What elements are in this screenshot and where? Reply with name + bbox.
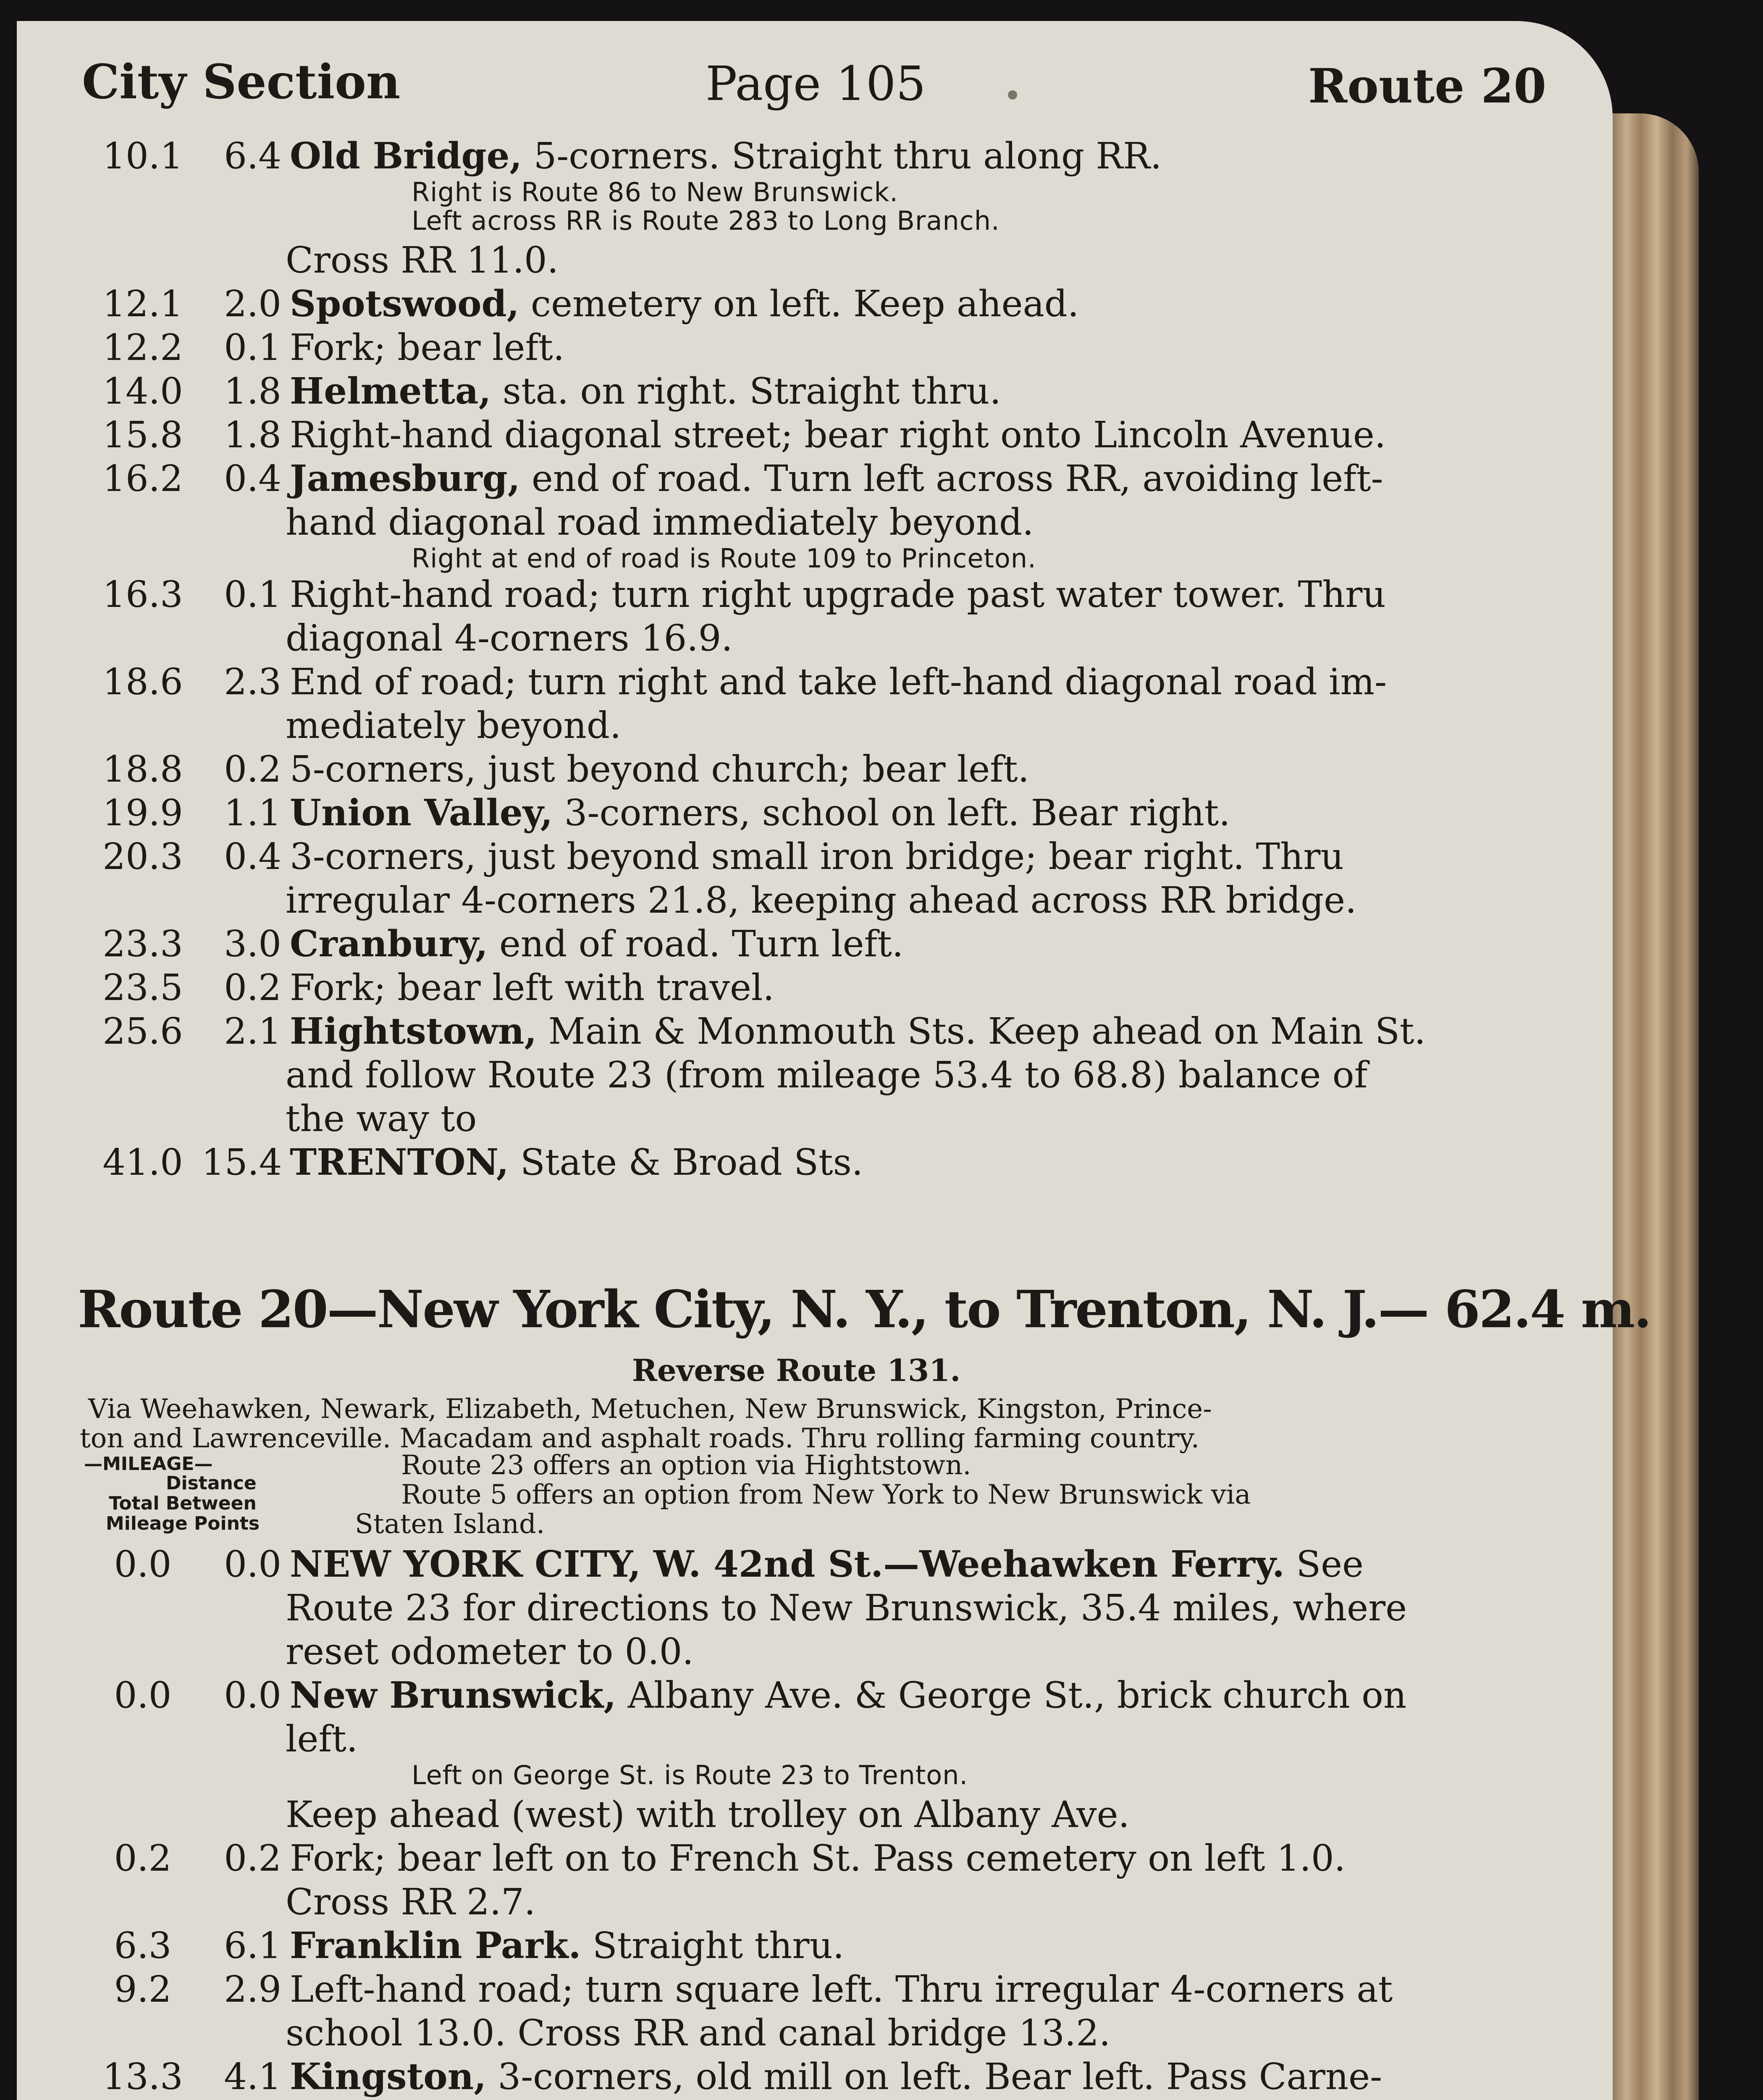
total-mileage: 19.9 [102,792,183,834]
entry-continuation: the way to [286,1098,477,1140]
entry-direction [290,836,1617,878]
direction-text: 5-corners, just beyond church; bear left. [290,748,1029,790]
header-center: Page 105 [706,57,926,111]
place-name: Helmetta, [290,370,491,412]
entry-direction [290,1142,1617,1184]
between-points-mileage: 4.1 [224,2056,281,2098]
entry-continuation: reset odometer to 0.0. [286,1631,694,1673]
side-route-note: Right is Route 86 to New Brunswick. [412,177,898,207]
entry-direction [290,1969,1617,2011]
place-name: Kingston, [290,2055,487,2098]
entry-continuation: irregular 4-corners 21.8, keeping ahead across RR bridge. [286,879,1357,921]
direction-text: Fork; bear left with travel. [290,967,774,1009]
mileage-total-between-label: Total Between [109,1493,257,1514]
total-mileage: 18.8 [102,748,183,790]
total-mileage: 0.2 [114,1838,172,1880]
direction-text: 3-corners, old mill on left. Bear left. Pass Carne- [486,2056,1383,2098]
direction-text: See [1284,1544,1364,1586]
between-points-mileage: 0.0 [224,1675,281,1717]
total-mileage: 18.6 [102,661,183,703]
entry-direction [290,748,1617,790]
option-line1: Route 23 offers an option via Hightstown. [401,1450,971,1481]
direction-text: end of road. Turn left. [488,923,904,965]
direction-text: State & Broad Sts. [509,1142,863,1184]
place-name: Jamesburg, [290,457,520,500]
between-points-mileage: 2.3 [224,661,281,703]
total-mileage: 20.3 [102,836,183,878]
total-mileage: 9.2 [114,1969,172,2011]
option-line3: Staten Island. [355,1509,545,1540]
total-mileage: 23.3 [102,923,183,965]
entry-direction [290,1925,1617,1967]
entry-direction [290,458,1617,500]
between-points-mileage: 15.4 [202,1142,282,1184]
between-points-mileage: 0.4 [224,836,281,878]
place-name: NEW YORK CITY, W. 42nd St.—Weehawken Ferry. [290,1543,1285,1586]
between-points-mileage: 0.0 [224,1544,281,1586]
between-points-mileage: 2.1 [224,1011,281,1053]
total-mileage: 10.1 [102,135,183,177]
place-name: Franklin Park. [290,1924,581,1967]
entry-continuation: school 13.0. Cross RR and canal bridge 13.2. [286,2012,1111,2054]
side-route-note: Right at end of road is Route 109 to Princeton. [412,543,1036,574]
direction-text: Right-hand road; turn right upgrade past water tower. Thru [290,574,1386,616]
total-mileage: 15.8 [102,414,183,456]
entry-followup: Keep ahead (west) with trolley on Albany Ave. [286,1794,1130,1836]
direction-text: Straight thru. [581,1925,845,1967]
entry-direction [290,2056,1617,2098]
total-mileage: 16.2 [102,458,183,500]
route20-title: Route 20—New York City, N. Y., to Trenton, N. J.— 62.4 m. [78,1279,1650,1339]
between-points-mileage: 2.0 [224,283,281,325]
total-mileage: 25.6 [102,1011,183,1053]
entry-direction [290,370,1617,412]
direction-text: cemetery on left. Keep ahead. [519,283,1079,325]
entry-continuation: diagonal 4-corners 16.9. [286,617,733,659]
side-route-note: Left across RR is Route 283 to Long Branch. [412,205,1000,236]
direction-text: Right-hand diagonal street; bear right onto Lincoln Avenue. [290,414,1386,456]
total-mileage: 0.0 [114,1544,172,1586]
total-mileage: 14.0 [102,370,183,412]
side-route-note: Left on George St. is Route 23 to Trenton. [412,1760,968,1790]
entry-direction [290,923,1617,965]
total-mileage: 13.3 [102,2056,183,2098]
route20-via-line2: ton and Lawrenceville. Macadam and asphalt roads. Thru rolling farming country. [80,1423,1200,1454]
between-points-mileage: 0.1 [224,574,281,616]
between-points-mileage: 0.2 [224,748,281,790]
mileage-distance-label: Distance [166,1473,257,1494]
between-points-mileage: 6.4 [224,135,281,177]
entry-direction [290,661,1617,703]
place-name: Union Valley, [290,792,553,834]
direction-text: sta. on right. Straight thru. [491,370,1001,412]
route20-reverse: Reverse Route 131. [632,1352,961,1388]
between-points-mileage: 2.9 [224,1969,281,2011]
direction-text: Fork; bear left. [290,327,565,369]
header-left: City Section [82,55,401,110]
total-mileage: 0.0 [114,1675,172,1717]
direction-text: Left-hand road; turn square left. Thru irregular 4-corners at [290,1969,1393,2011]
between-points-mileage: 0.1 [224,327,281,369]
mileage-heading: —MILEAGE— [84,1453,213,1475]
total-mileage: 12.2 [102,327,183,369]
mileage-points-label: Mileage Points [105,1513,260,1534]
entry-continuation: left. [286,1718,358,1760]
place-name: TRENTON, [290,1141,509,1184]
print-speck [1008,90,1017,100]
total-mileage: 16.3 [102,574,183,616]
between-points-mileage: 1.1 [224,792,281,834]
direction-text: 3-corners, school on left. Bear right. [553,792,1230,834]
place-name: Cranbury, [290,923,488,965]
between-points-mileage: 0.4 [224,458,281,500]
entry-direction [290,1838,1617,1880]
place-name: Old Bridge, [290,135,522,177]
entry-direction [290,967,1617,1009]
entry-direction [290,414,1617,456]
place-name: Hightstown, [290,1010,537,1053]
option-line2: Route 5 offers an option from New York to New Brunswick via [401,1479,1251,1510]
entry-continuation: Route 23 for directions to New Brunswick, 35.4 miles, where [286,1587,1407,1629]
between-points-mileage: 6.1 [224,1925,281,1967]
direction-text: 3-corners, just beyond small iron bridge; bear right. Thru [290,836,1344,878]
direction-text: Main & Monmouth Sts. Keep ahead on Main St. [537,1011,1426,1053]
total-mileage: 12.1 [102,283,183,325]
direction-text: end of road. Turn left across RR, avoiding left- [520,458,1383,500]
entry-continuation: Cross RR 2.7. [286,1881,536,1923]
direction-text: 5-corners. Straight thru along RR. [522,135,1162,177]
total-mileage: 23.5 [102,967,183,1009]
entry-followup: Cross RR 11.0. [286,239,559,281]
entry-direction [290,1675,1617,1717]
entry-direction [290,1544,1617,1586]
between-points-mileage: 1.8 [224,414,281,456]
entry-direction [290,792,1617,834]
entry-continuation: hand diagonal road immediately beyond. [286,501,1034,543]
entry-direction [290,327,1617,369]
entry-direction [290,135,1617,177]
entry-direction [290,1011,1617,1053]
entry-direction [290,574,1617,616]
place-name: Spotswood, [290,283,519,325]
direction-text: End of road; turn right and take left-hand diagonal road im- [290,661,1387,703]
direction-text: Albany Ave. & George St., brick church on [616,1675,1407,1717]
entry-continuation: and follow Route 23 (from mileage 53.4 to 68.8) balance of [286,1054,1368,1096]
place-name: New Brunswick, [290,1674,617,1717]
entry-continuation: mediately beyond. [286,705,622,747]
total-mileage: 41.0 [102,1142,183,1184]
between-points-mileage: 0.2 [224,1838,281,1880]
route20-via-line1: Via Weehawken, Newark, Elizabeth, Metuchen, New Brunswick, Kingston, Prince- [88,1394,1212,1425]
between-points-mileage: 0.2 [224,967,281,1009]
between-points-mileage: 3.0 [224,923,281,965]
direction-text: Fork; bear left on to French St. Pass cemetery on left 1.0. [290,1838,1346,1880]
entry-direction [290,283,1617,325]
between-points-mileage: 1.8 [224,370,281,412]
total-mileage: 6.3 [114,1925,172,1967]
header-right: Route 20 [1308,59,1547,114]
